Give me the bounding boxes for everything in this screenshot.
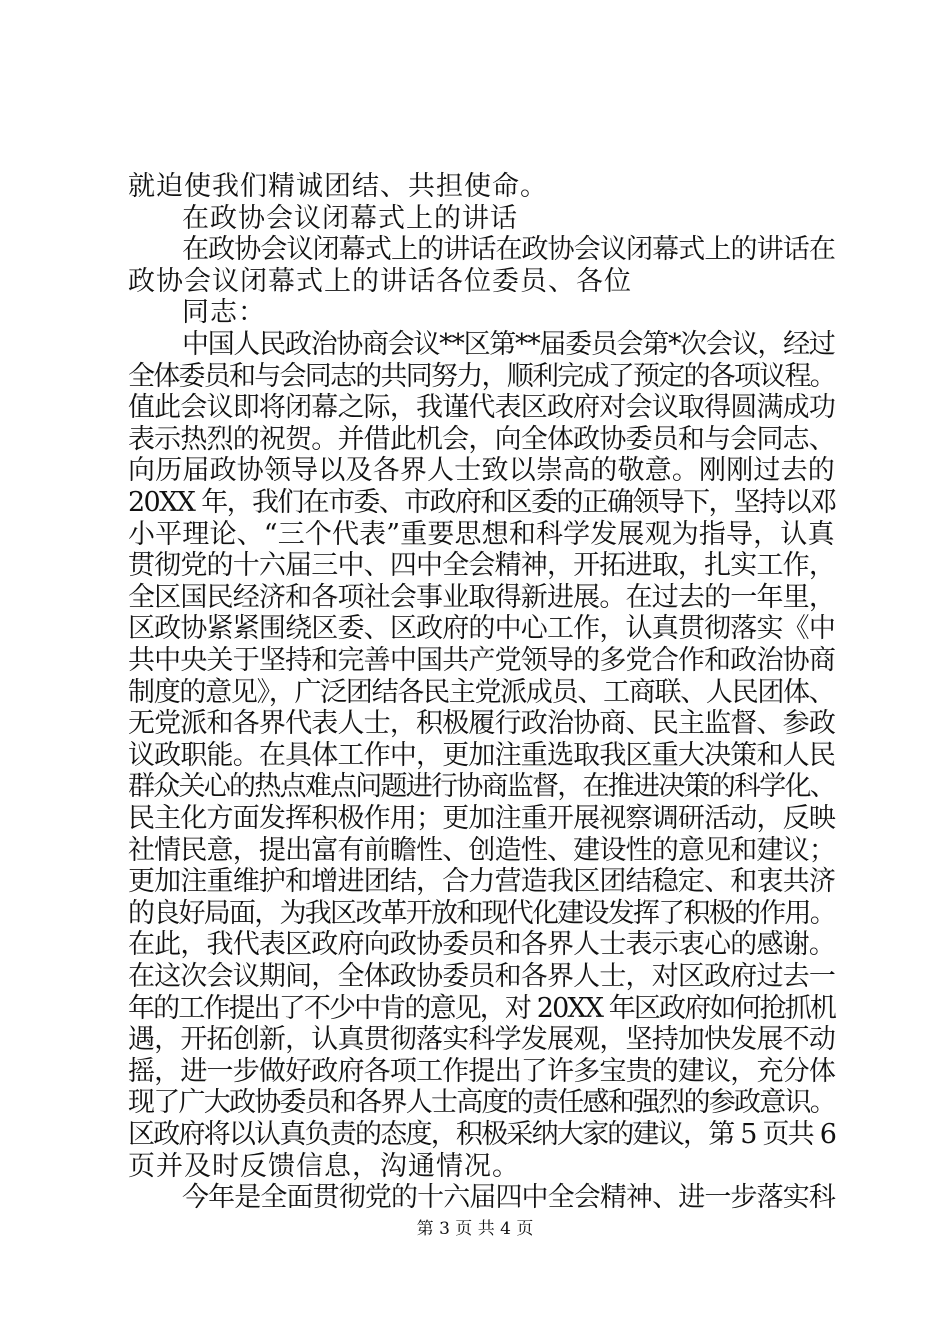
text-line: 向历届政协领导以及各界人士致以崇高的敬意。刚刚过去的 bbox=[128, 455, 835, 487]
text-line: 制度的意见》，广泛团结各民主党派成员、工商联、人民团体、 bbox=[128, 676, 835, 708]
text-line: 在政协会议闭幕式上的讲话 bbox=[182, 202, 518, 234]
text-line: 在政协会议闭幕式上的讲话在政协会议闭幕式上的讲话在 bbox=[182, 234, 835, 266]
text-line: 社情民意，提出富有前瞻性、创造性、建设性的意见和建议； bbox=[128, 834, 835, 866]
text-line: 无党派和各界代表人士，积极履行政治协商、民主监督、参政 bbox=[128, 708, 835, 740]
text-line: 共中央关于坚持和完善中国共产党领导的多党合作和政治协商 bbox=[128, 645, 835, 676]
text-line: 更加注重维护和增进团结，合力营造我区团结稳定、和衷共济 bbox=[128, 866, 835, 898]
text-line: 区政协紧紧围绕区委、区政府的中心工作，认真贯彻落实《中 bbox=[128, 613, 835, 645]
text-line: 议政职能。在具体工作中，更加注重选取我区重大决策和人民 bbox=[128, 739, 835, 771]
text-line: 今年是全面贯彻党的十六届四中全会精神、进一步落实科 bbox=[182, 1182, 835, 1214]
text-line: 群众关心的热点难点问题进行协商监督，在推进决策的科学化、 bbox=[128, 771, 835, 803]
text-line: 全体委员和与会同志的共同努力，顺利完成了预定的各项议程。 bbox=[128, 360, 835, 392]
text-line: 的良好局面，为我区改革开放和现代化建设发挥了积极的作用。 bbox=[128, 897, 835, 929]
text-line: 值此会议即将闭幕之际，我谨代表区政府对会议取得圆满成功 bbox=[128, 392, 835, 424]
text-line: 表示热烈的祝贺。并借此机会，向全体政协委员和与会同志、 bbox=[128, 423, 835, 455]
text-line: 现了广大政协委员和各界人士高度的责任感和强烈的参政意识。 bbox=[128, 1087, 835, 1119]
text-line: 就迫使我们精诚团结、共担使命。 bbox=[128, 171, 548, 202]
text-line: 在此，我代表区政府向政协委员和各界人士表示衷心的感谢。 bbox=[128, 929, 835, 961]
text-line: 区政府将以认真负责的态度，积极采纳大家的建议，第 5 页共 6 bbox=[128, 1119, 836, 1150]
text-line: 同志： bbox=[182, 297, 266, 329]
text-line: 年的工作提出了不少中肯的意见，对 20XX 年区政府如何抢抓机 bbox=[128, 992, 835, 1024]
text-line: 全区国民经济和各项社会事业取得新进展。在过去的一年里， bbox=[128, 581, 835, 613]
text-line: 摇，进一步做好政府各项工作提出了许多宝贵的建议，充分体 bbox=[128, 1055, 835, 1087]
text-line: 贯彻党的十六届三中、四中全会精神，开拓进取，扎实工作， bbox=[128, 550, 835, 582]
text-line: 政协会议闭幕式上的讲话各位委员、各位 bbox=[128, 265, 632, 297]
text-line: 遇，开拓创新，认真贯彻落实科学发展观，坚持加快发展不动 bbox=[128, 1024, 835, 1056]
text-line: 页并及时反馈信息，沟通情况。 bbox=[128, 1150, 520, 1182]
text-line: 在这次会议期间，全体政协委员和各界人士，对区政府过去一 bbox=[128, 961, 835, 992]
text-line: 民主化方面发挥积极作用；更加注重开展视察调研活动，反映 bbox=[128, 803, 835, 834]
text-line: 小平理论、“三个代表”重要思想和科学发展观为指导，认真 bbox=[128, 518, 835, 550]
text-line: 中国人民政治协商会议**区第**届委员会第*次会议，经过 bbox=[182, 329, 835, 360]
page-number-footer: 第 3 页 共 4 页 bbox=[416, 1219, 534, 1239]
text-line: 20XX 年，我们在市委、市政府和区委的正确领导下，坚持以邓 bbox=[128, 487, 836, 518]
